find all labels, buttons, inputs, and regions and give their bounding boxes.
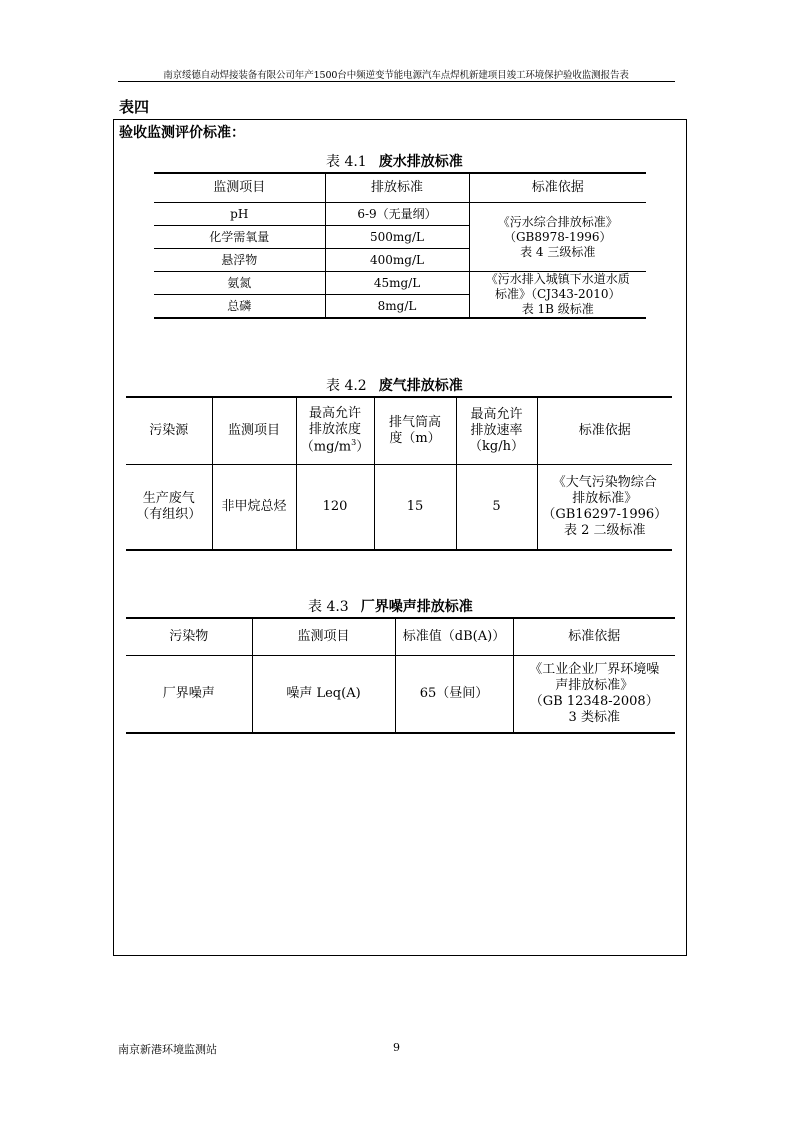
row-stack-height: 15 (374, 465, 456, 551)
basis-line: 《污水排入城镇下水道水质 (485, 272, 630, 286)
table-header-row (126, 397, 672, 465)
row-rate: 5 (456, 465, 537, 551)
row-source (126, 465, 212, 551)
basis-line: 标准》（CJ343-2010） (495, 287, 621, 301)
column-header-item: 监测项目 (212, 397, 296, 465)
row-basis (469, 272, 646, 319)
table3-caption (308, 596, 473, 616)
row-item: 化学需氧量 (154, 226, 325, 249)
table1-caption-name: 废水排放标准 (378, 154, 463, 170)
row-concentration: 120 (296, 465, 374, 551)
column-header-basis: 标准依据 (469, 173, 646, 203)
table2-caption-number: 表 4.2 (326, 378, 367, 394)
basis-line: 《污水综合排放标准》 (497, 214, 618, 229)
basis-line: （GB16297-1996） (542, 507, 668, 522)
basis-line: 表 2 二级标准 (563, 523, 646, 539)
unit-base: （mg/m (300, 439, 352, 455)
unit-superscript: 3 (351, 438, 357, 448)
header-line: （kg/h） (469, 439, 524, 455)
table-header-row (154, 173, 646, 203)
row-item: 总磷 (154, 295, 325, 319)
column-header-concentration (296, 397, 374, 465)
row-limit: 45mg/L (325, 272, 469, 295)
header-line: 排放速率 (470, 422, 523, 438)
basis-line: 排放标准》 (572, 490, 638, 506)
unit-close: ） (356, 439, 370, 455)
footer-organization: 南京新港环境监测站 (118, 1043, 217, 1056)
row-item: 氨氮 (154, 272, 325, 295)
table-row (126, 465, 672, 551)
column-header-item: 监测项目 (154, 173, 325, 203)
section-title: 验收监测评价标准： (119, 125, 245, 141)
column-header-basis: 标准依据 (537, 397, 672, 465)
header-line: 度（m） (389, 431, 441, 446)
table-row (154, 272, 646, 295)
basis-line: 表 1B 级标准 (521, 302, 594, 316)
basis-line: 3 类标准 (568, 710, 620, 726)
table2-caption-name: 废气排放标准 (378, 378, 463, 394)
running-header: 南京绥德自动焊接装备有限公司年产1500台中频逆变节能电源汽车点焊机新建项目竣工环境保护验收监测报告表 (163, 70, 629, 81)
row-value: 65（昼间） (395, 656, 513, 734)
column-header-basis: 标准依据 (513, 618, 675, 656)
table3-caption-name: 厂界噪声排放标准 (360, 599, 473, 615)
row-item: 非甲烷总烃 (212, 465, 296, 551)
row-item: 噪声 Leq(A) (252, 656, 395, 734)
row-limit: 8mg/L (325, 295, 469, 319)
header-line: 排放浓度 (308, 422, 361, 438)
table-row (154, 203, 646, 226)
header-line (299, 438, 372, 456)
row-basis (537, 465, 672, 551)
header-line: 最高允许 (308, 405, 361, 421)
row-item: 悬浮物 (154, 249, 325, 272)
basis-line: （GB8978-1996） (503, 229, 612, 244)
basis-line: （GB 12348-2008） (529, 694, 659, 709)
row-limit: 500mg/L (325, 226, 469, 249)
cell-line: 生产废气 (142, 490, 195, 506)
column-header-source: 污染源 (126, 397, 212, 465)
header-line: 排气筒高 (388, 414, 441, 430)
wastewater-standard-table (154, 172, 646, 319)
exhaust-gas-standard-table (126, 396, 672, 551)
header-rule (118, 81, 675, 82)
table1-caption-number: 表 4.1 (326, 154, 367, 170)
column-header-value: 标准值（dB(A)） (395, 618, 513, 656)
column-header-rate (456, 397, 537, 465)
table2-caption (326, 375, 463, 395)
row-basis (469, 203, 646, 272)
cell-line: （有组织） (136, 507, 202, 522)
section-tag: 表四 (119, 98, 150, 116)
basis-line: 表 4 三级标准 (520, 244, 596, 259)
row-item: pH (154, 203, 325, 226)
basis-line: 《大气污染物综合 (552, 474, 657, 490)
table3-caption-number: 表 4.3 (308, 599, 349, 615)
row-basis (513, 656, 675, 734)
column-header-limit: 排放标准 (325, 173, 469, 203)
row-limit: 6-9（无量纲） (325, 203, 469, 226)
table-row (126, 656, 675, 734)
column-header-stack-height (374, 397, 456, 465)
row-limit: 400mg/L (325, 249, 469, 272)
basis-line: 《工业企业厂界环境噪 (529, 661, 660, 677)
header-line: 最高允许 (470, 406, 523, 422)
page-number: 9 (393, 1041, 400, 1054)
row-pollutant: 厂界噪声 (126, 656, 252, 734)
basis-line: 声排放标准》 (555, 677, 634, 693)
table1-caption (326, 151, 463, 171)
column-header-item: 监测项目 (252, 618, 395, 656)
column-header-pollutant: 污染物 (126, 618, 252, 656)
table-header-row (126, 618, 675, 656)
noise-standard-table (126, 617, 675, 734)
